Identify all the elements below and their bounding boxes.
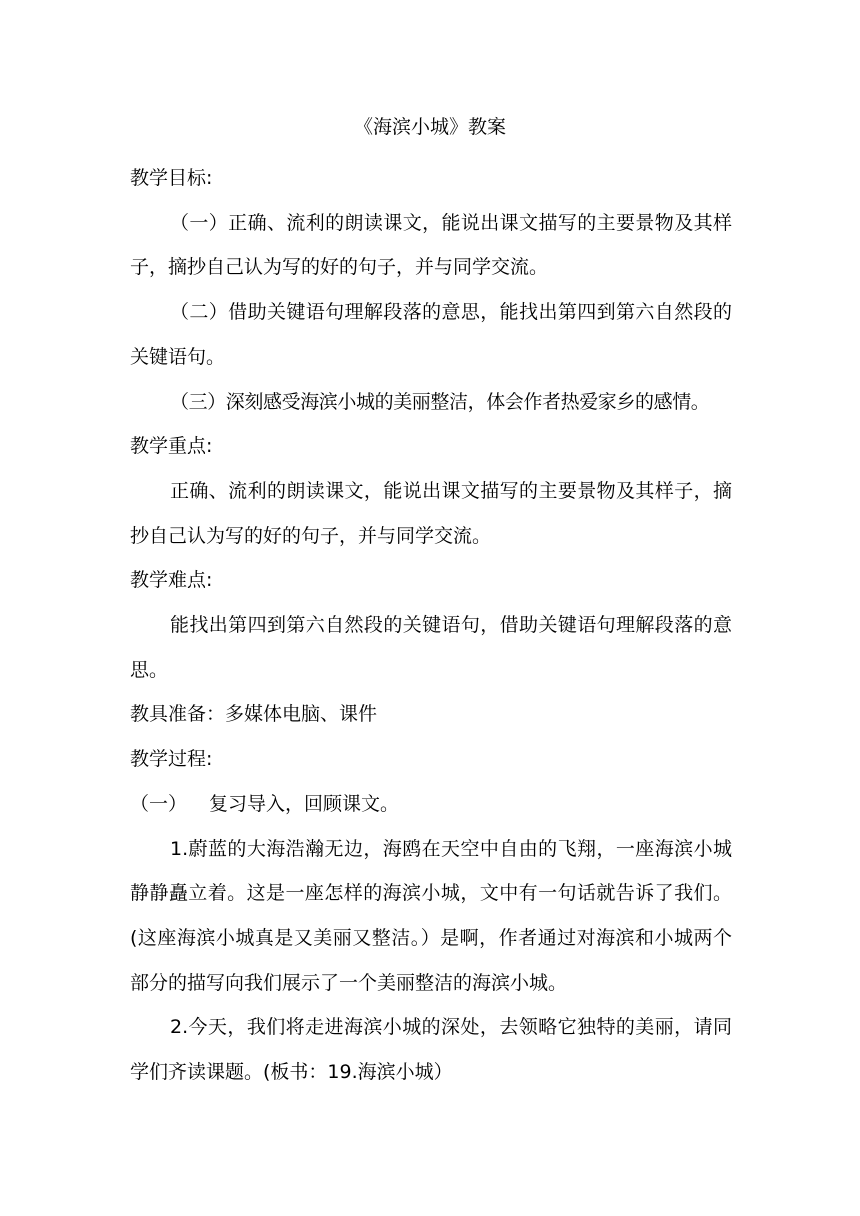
objectives-heading: 教学目标: xyxy=(130,167,213,189)
section-1-number: （一） xyxy=(130,792,188,815)
process-heading: 教学过程: xyxy=(130,748,213,771)
document-body xyxy=(130,156,732,1095)
objective-2: （二）借助关键语句理解段落的意思，能找出第四到第六自然段的关键语句。 xyxy=(130,301,732,368)
section-1-title: 复习导入，回顾课文。 xyxy=(209,792,400,815)
objective-1: （一）正确、流利的朗读课文，能说出课文描写的主要景物及其样子，摘抄自己认为写的好的句子，并与同学交流。 xyxy=(130,211,732,279)
key-points-heading: 教学重点: xyxy=(130,435,213,458)
process-step-2: 2.今天，我们将走进海滨小城的深处，去领略它独特的美丽，请同学们齐读课题。(板书：19.海滨小城） xyxy=(130,1016,732,1084)
document-title: 《海滨小城》教案 xyxy=(353,116,506,138)
difficulties-heading: 教学难点: xyxy=(130,569,213,592)
objective-3: （三）深刻感受海滨小城的美丽整洁，体会作者热爱家乡的感情。 xyxy=(170,390,710,413)
materials-line: 教具准备：多媒体电脑、课件 xyxy=(130,703,378,726)
difficulties-text: 能找出第四到第六自然段的关键语句，借助关键语句理解段落的意思。 xyxy=(130,614,732,681)
process-step-1: 1.蔚蓝的大海浩瀚无边，海鸥在天空中自由的飞翔，一座海滨小城静静矗立着。这是一座怎样的海滨小城，文中有一句话就告诉了我们。(这座海滨小城真是又美丽又整洁。）是啊，作者通过对海滨和小城两个部分的描写向我们展示了一个美丽整洁的海滨小城。 xyxy=(130,837,732,994)
key-points-text: 正确、流利的朗读课文，能说出课文描写的主要景物及其样子，摘抄自己认为写的好的句子，并与同学交流。 xyxy=(130,479,732,547)
section-1-heading xyxy=(130,782,732,827)
